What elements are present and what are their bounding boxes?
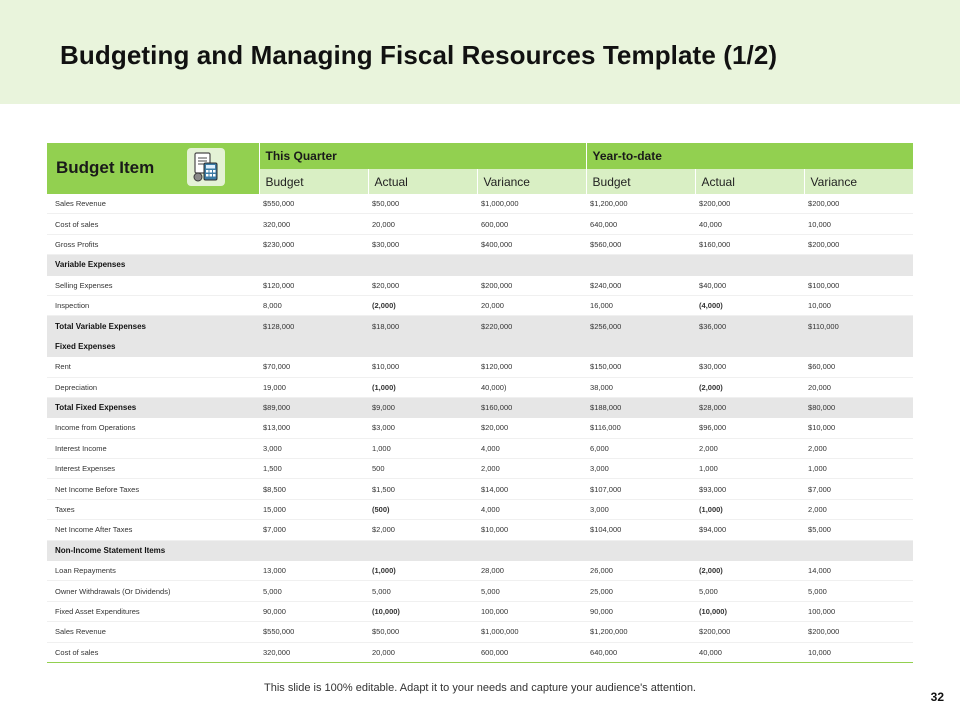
table-row (47, 438, 913, 458)
cell-value: $89,000 (259, 397, 368, 417)
cell-value: 5,000 (804, 581, 913, 601)
row-label: Interest Expenses (47, 459, 259, 479)
cell-value: $20,000 (368, 275, 477, 295)
section-row (47, 336, 913, 356)
cell-value: $1,500 (368, 479, 477, 499)
section-row (47, 540, 913, 560)
table-body (47, 194, 913, 662)
cell-value: $96,000 (695, 418, 804, 438)
cell-value: 5,000 (368, 581, 477, 601)
row-label: Fixed Asset Expenditures (47, 601, 259, 621)
cell-value: 20,000 (368, 642, 477, 662)
cell-value: $128,000 (259, 316, 368, 336)
cell-value: 640,000 (586, 642, 695, 662)
cell-value (368, 336, 477, 356)
cell-value (586, 540, 695, 560)
row-label: Rent (47, 357, 259, 377)
page-number: 32 (930, 690, 944, 704)
cell-value: $550,000 (259, 622, 368, 642)
cell-value: 19,000 (259, 377, 368, 397)
subheader-variance: Variance (477, 169, 586, 194)
row-label: Non-Income Statement Items (47, 540, 259, 560)
table-row (47, 622, 913, 642)
row-label: Fixed Expenses (47, 336, 259, 356)
cell-value: $50,000 (368, 194, 477, 214)
table-row (47, 499, 913, 519)
cell-value: $30,000 (368, 234, 477, 254)
cell-value (695, 336, 804, 356)
row-label: Net Income After Taxes (47, 520, 259, 540)
cell-value (586, 255, 695, 275)
cell-value (477, 255, 586, 275)
cell-value: 2,000 (695, 438, 804, 458)
cell-value (259, 540, 368, 560)
cell-value: 100,000 (477, 601, 586, 621)
table-row (47, 520, 913, 540)
row-label: Gross Profits (47, 234, 259, 254)
cell-value: $150,000 (586, 357, 695, 377)
cell-value: $220,000 (477, 316, 586, 336)
cell-value: $200,000 (695, 194, 804, 214)
subheader-budget: Budget (586, 169, 695, 194)
cell-value: (2,000) (695, 561, 804, 581)
cell-value: 40,000 (695, 642, 804, 662)
group-year-to-date: Year-to-date (586, 143, 913, 169)
cell-value: $8,500 (259, 479, 368, 499)
section-row (47, 316, 913, 336)
cell-value: 26,000 (586, 561, 695, 581)
cell-value: 13,000 (259, 561, 368, 581)
row-label: Cost of sales (47, 214, 259, 234)
row-label: Depreciation (47, 377, 259, 397)
cell-value: 4,000 (477, 499, 586, 519)
cell-value: 3,000 (259, 438, 368, 458)
cell-value: $104,000 (586, 520, 695, 540)
cell-value: 10,000 (804, 295, 913, 315)
cell-value: $60,000 (804, 357, 913, 377)
cell-value: 2,000 (477, 459, 586, 479)
cell-value: $116,000 (586, 418, 695, 438)
cell-value: $10,000 (804, 418, 913, 438)
cell-value: (1,000) (368, 561, 477, 581)
cell-value: 38,000 (586, 377, 695, 397)
table-row (47, 459, 913, 479)
cell-value (804, 255, 913, 275)
row-label: Sales Revenue (47, 194, 259, 214)
cell-value: $20,000 (477, 418, 586, 438)
cell-value: 3,000 (586, 499, 695, 519)
cell-value: 1,000 (804, 459, 913, 479)
cell-value: $7,000 (259, 520, 368, 540)
cell-value: $1,000,000 (477, 194, 586, 214)
cell-value: $400,000 (477, 234, 586, 254)
row-label: Total Variable Expenses (47, 316, 259, 336)
cell-value: (1,000) (695, 499, 804, 519)
cell-value: 28,000 (477, 561, 586, 581)
cell-value: $560,000 (586, 234, 695, 254)
cell-value: $550,000 (259, 194, 368, 214)
cell-value: 2,000 (804, 499, 913, 519)
cell-value: $5,000 (804, 520, 913, 540)
cell-value (477, 336, 586, 356)
cell-value (259, 336, 368, 356)
cell-value: $200,000 (477, 275, 586, 295)
row-label: Loan Repayments (47, 561, 259, 581)
cell-value: $100,000 (804, 275, 913, 295)
cell-value (368, 540, 477, 560)
cell-value: 1,000 (695, 459, 804, 479)
cell-value: 1,500 (259, 459, 368, 479)
cell-value: 25,000 (586, 581, 695, 601)
cell-value (804, 336, 913, 356)
cell-value: $1,200,000 (586, 194, 695, 214)
cell-value (695, 255, 804, 275)
cell-value: 4,000 (477, 438, 586, 458)
row-label: Income from Operations (47, 418, 259, 438)
table-row (47, 418, 913, 438)
cell-value (368, 255, 477, 275)
subheader-actual: Actual (695, 169, 804, 194)
cell-value: 16,000 (586, 295, 695, 315)
cell-value: 8,000 (259, 295, 368, 315)
row-label: Inspection (47, 295, 259, 315)
cell-value: $160,000 (695, 234, 804, 254)
cell-value: $28,000 (695, 397, 804, 417)
cell-value: $80,000 (804, 397, 913, 417)
cell-value: 14,000 (804, 561, 913, 581)
cell-value: 5,000 (695, 581, 804, 601)
cell-value: 100,000 (804, 601, 913, 621)
table-row (47, 295, 913, 315)
cell-value: $200,000 (804, 622, 913, 642)
cell-value: $94,000 (695, 520, 804, 540)
cell-value: 500 (368, 459, 477, 479)
row-label: Net Income Before Taxes (47, 479, 259, 499)
cell-value: $9,000 (368, 397, 477, 417)
cell-value: 40,000) (477, 377, 586, 397)
cell-value (695, 540, 804, 560)
cell-value: 20,000 (804, 377, 913, 397)
table-row (47, 194, 913, 214)
cell-value: $7,000 (804, 479, 913, 499)
cell-value: (2,000) (695, 377, 804, 397)
cell-value: 10,000 (804, 214, 913, 234)
row-label: Taxes (47, 499, 259, 519)
calculator-document-icon (187, 148, 225, 186)
cell-value: 320,000 (259, 214, 368, 234)
cell-value: $200,000 (695, 622, 804, 642)
budget-item-label: Budget Item (56, 158, 155, 177)
row-label: Selling Expenses (47, 275, 259, 295)
table-row (47, 479, 913, 499)
table-row (47, 642, 913, 662)
cell-value (586, 336, 695, 356)
cell-value: $120,000 (259, 275, 368, 295)
cell-value: 90,000 (259, 601, 368, 621)
cell-value: $13,000 (259, 418, 368, 438)
slide-title: Budgeting and Managing Fiscal Resources Template (1/2) (60, 40, 778, 70)
cell-value: (10,000) (695, 601, 804, 621)
group-this-quarter: This Quarter (259, 143, 586, 169)
cell-value: $93,000 (695, 479, 804, 499)
cell-value: 2,000 (804, 438, 913, 458)
row-label: Cost of sales (47, 642, 259, 662)
cell-value: 1,000 (368, 438, 477, 458)
cell-value: $107,000 (586, 479, 695, 499)
cell-value: (1,000) (368, 377, 477, 397)
cell-value: (500) (368, 499, 477, 519)
cell-value (477, 540, 586, 560)
cell-value: $2,000 (368, 520, 477, 540)
cell-value: $200,000 (804, 194, 913, 214)
cell-value: (2,000) (368, 295, 477, 315)
row-label: Owner Withdrawals (Or Dividends) (47, 581, 259, 601)
section-row (47, 255, 913, 275)
row-label: Total Fixed Expenses (47, 397, 259, 417)
budget-item-header (47, 143, 259, 194)
cell-value: 40,000 (695, 214, 804, 234)
cell-value: $120,000 (477, 357, 586, 377)
table-row (47, 561, 913, 581)
cell-value: (4,000) (695, 295, 804, 315)
table-row (47, 214, 913, 234)
cell-value: 90,000 (586, 601, 695, 621)
table-row (47, 357, 913, 377)
cell-value: $70,000 (259, 357, 368, 377)
subheader-variance: Variance (804, 169, 913, 194)
table-row (47, 601, 913, 621)
cell-value: 6,000 (586, 438, 695, 458)
cell-value (259, 255, 368, 275)
cell-value: $36,000 (695, 316, 804, 336)
cell-value: $1,200,000 (586, 622, 695, 642)
cell-value: $256,000 (586, 316, 695, 336)
table-row (47, 377, 913, 397)
cell-value: $10,000 (368, 357, 477, 377)
cell-value: $230,000 (259, 234, 368, 254)
cell-value: 20,000 (368, 214, 477, 234)
cell-value: 600,000 (477, 642, 586, 662)
cell-value (804, 540, 913, 560)
table-row (47, 275, 913, 295)
subheader-budget: Budget (259, 169, 368, 194)
cell-value: 600,000 (477, 214, 586, 234)
cell-value: 320,000 (259, 642, 368, 662)
cell-value: 640,000 (586, 214, 695, 234)
cell-value: $14,000 (477, 479, 586, 499)
cell-value: $10,000 (477, 520, 586, 540)
cell-value: $188,000 (586, 397, 695, 417)
cell-value: $18,000 (368, 316, 477, 336)
cell-value: $110,000 (804, 316, 913, 336)
cell-value: $40,000 (695, 275, 804, 295)
cell-value: 15,000 (259, 499, 368, 519)
cell-value: $240,000 (586, 275, 695, 295)
row-label: Variable Expenses (47, 255, 259, 275)
table-row (47, 234, 913, 254)
cell-value: 3,000 (586, 459, 695, 479)
cell-value: $200,000 (804, 234, 913, 254)
cell-value: 5,000 (259, 581, 368, 601)
cell-value: 10,000 (804, 642, 913, 662)
footer-note: This slide is 100% editable. Adapt it to your needs and capture your audience's attention. (264, 682, 696, 694)
budget-table (47, 143, 914, 663)
cell-value: $160,000 (477, 397, 586, 417)
cell-value: $1,000,000 (477, 622, 586, 642)
cell-value: 5,000 (477, 581, 586, 601)
cell-value: 20,000 (477, 295, 586, 315)
section-row (47, 397, 913, 417)
subheader-actual: Actual (368, 169, 477, 194)
row-label: Interest Income (47, 438, 259, 458)
row-label: Sales Revenue (47, 622, 259, 642)
group-header-row (47, 143, 913, 169)
cell-value: $50,000 (368, 622, 477, 642)
table-row (47, 581, 913, 601)
cell-value: (10,000) (368, 601, 477, 621)
cell-value: $3,000 (368, 418, 477, 438)
cell-value: $30,000 (695, 357, 804, 377)
